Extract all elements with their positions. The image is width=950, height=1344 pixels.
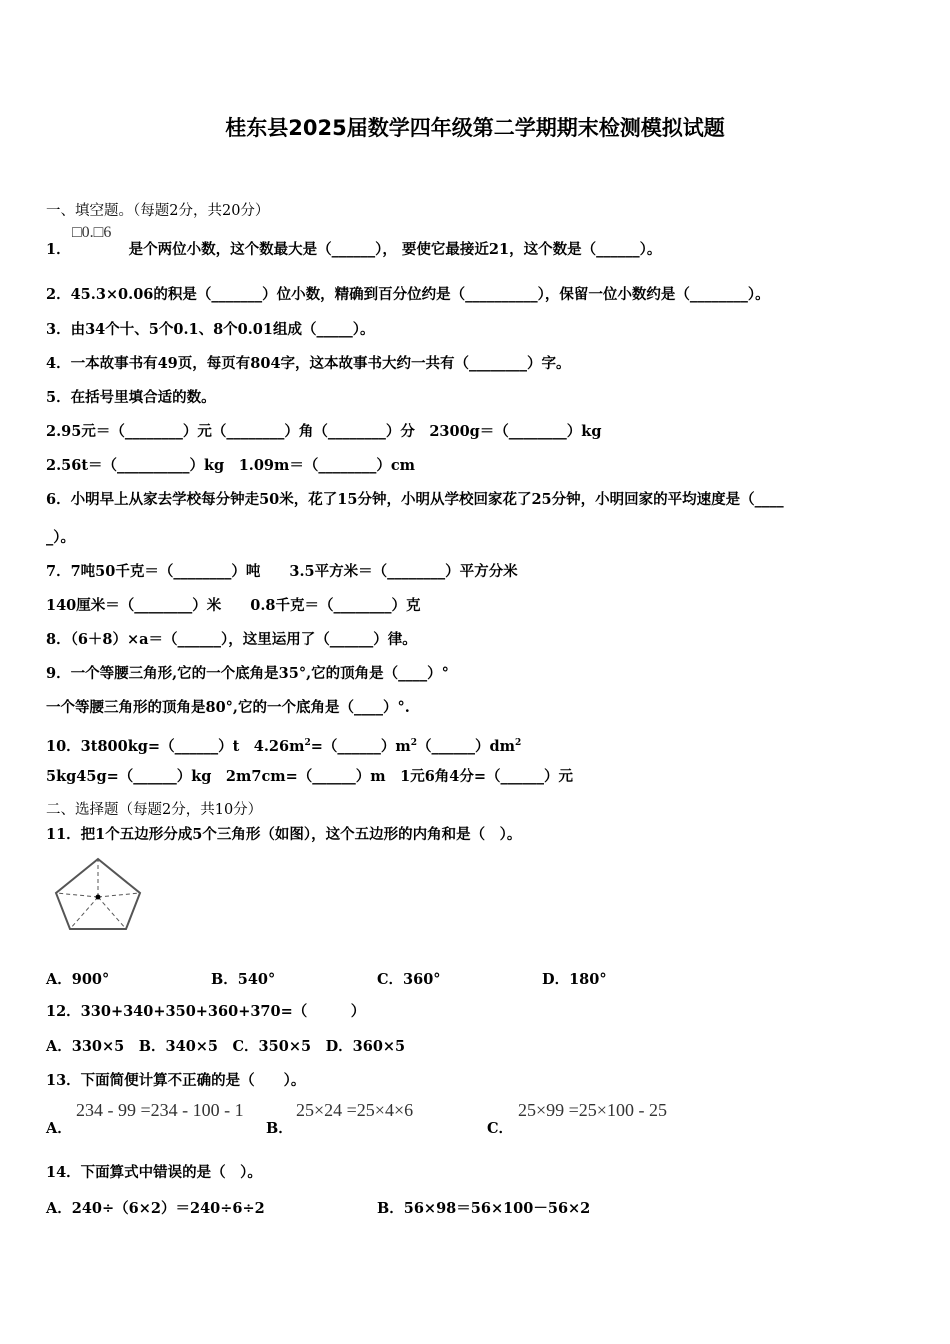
question-9-line-1: 9．一个等腰三角形,它的一个底角是35°,它的顶角是（____）°	[46, 665, 449, 682]
superscript: 2	[514, 738, 522, 748]
question-5-stem: 5．在括号里填合适的数。	[46, 389, 216, 406]
superscript: 2	[410, 738, 417, 748]
question-10-part-c: （______）dm	[416, 738, 515, 755]
question-14-stem: 14．下面算式中错误的是（ ）。	[46, 1164, 262, 1181]
question-7-line-1: 7．7吨50千克＝（________）吨 3.5平方米＝（________）平方分米	[46, 563, 518, 580]
question-10-line-2: 5kg45g=（______）kg 2m7cm=（______）m 1元6角4分=（______）元	[46, 768, 574, 785]
question-5-line-1: 2.95元＝（________）元（________）角（________）分 2300g＝（________）kg	[46, 423, 602, 440]
question-1-text: 是个两位小数，这个数最大是（______）， 要使它最接近21，这个数是（______）。	[128, 241, 662, 258]
question-6-line-1: 6．小明早上从家去学校每分钟走50米，花了15分钟，小明从学校回家花了25分钟，小明回家的平均速度是（____	[46, 491, 784, 508]
question-11-stem: 11．把1个五边形分成5个三角形（如图），这个五边形的内角和是（ ）。	[46, 826, 522, 843]
question-8: 8．（6＋8）×a＝（______），这里运用了（______）律。	[46, 631, 417, 648]
question-11-choice-d[interactable]: D．180°	[542, 971, 607, 988]
question-12-choices[interactable]: A．330×5 B．340×5 C．350×5 D．360×5	[46, 1038, 406, 1055]
question-11-choice-a[interactable]: A．900°	[46, 971, 110, 988]
question-9-line-2: 一个等腰三角形的顶角是80°,它的一个底角是（____）°.	[46, 699, 410, 716]
page-title: 桂东县2025届数学四年级第二学期期末检测模拟试题	[225, 116, 725, 140]
question-1-formula: □0.□6	[72, 224, 112, 241]
question-3: 3．由34个十、5个0.1、8个0.01组成（_____）。	[46, 321, 375, 338]
question-10-part-b: =（______）m	[310, 738, 411, 755]
question-12-stem: 12．330+340+350+360+370=（ ）	[46, 1003, 366, 1020]
superscript: 2	[304, 738, 311, 748]
question-13-stem: 13．下面简便计算不正确的是（ ）。	[46, 1072, 306, 1089]
question-14-choice-b[interactable]: B．56×98＝56×100－56×2	[377, 1200, 591, 1217]
question-11-choice-b[interactable]: B．540°	[211, 971, 276, 988]
question-13-formula-a: 234 - 99 =234 - 100 - 1	[76, 1100, 244, 1120]
question-10-line-1	[46, 733, 521, 757]
section-heading-fill-in: 一、填空题。（每题2分，共20分）	[46, 203, 270, 219]
pentagon-figure	[52, 855, 146, 933]
question-13-choice-c[interactable]: C．	[487, 1120, 514, 1137]
question-7-line-2: 140厘米＝（________）米 0.8千克＝（________）克	[46, 597, 421, 614]
question-11-choice-c[interactable]: C．360°	[377, 971, 441, 988]
question-13-formula-c: 25×99 =25×100 - 25	[518, 1100, 667, 1120]
question-6-line-2: _）。	[46, 529, 75, 546]
question-1-number: 1．	[46, 241, 71, 258]
question-13-choice-a[interactable]: A．	[46, 1120, 72, 1137]
question-14-choice-a[interactable]: A．240÷（6×2）＝240÷6÷2	[46, 1200, 265, 1217]
question-5-line-2: 2.56t＝（__________）kg 1.09m＝（________）cm	[46, 457, 416, 474]
question-4: 4．一本故事书有49页，每页有804字，这本故事书大约一共有（________）字。	[46, 355, 571, 372]
question-10-part-a: 10．3t800kg=（______）t 4.26m	[46, 738, 305, 755]
question-1	[46, 240, 661, 260]
question-2: 2．45.3×0.06的积是（_______）位小数，精确到百分位约是（__________），保留一位小数约是（________）。	[46, 286, 770, 303]
section-heading-choice: 二、选择题（每题2分，共10分）	[46, 802, 263, 818]
question-13-formula-b: 25×24 =25×4×6	[296, 1100, 414, 1120]
question-13-choice-b[interactable]: B．	[266, 1120, 293, 1137]
